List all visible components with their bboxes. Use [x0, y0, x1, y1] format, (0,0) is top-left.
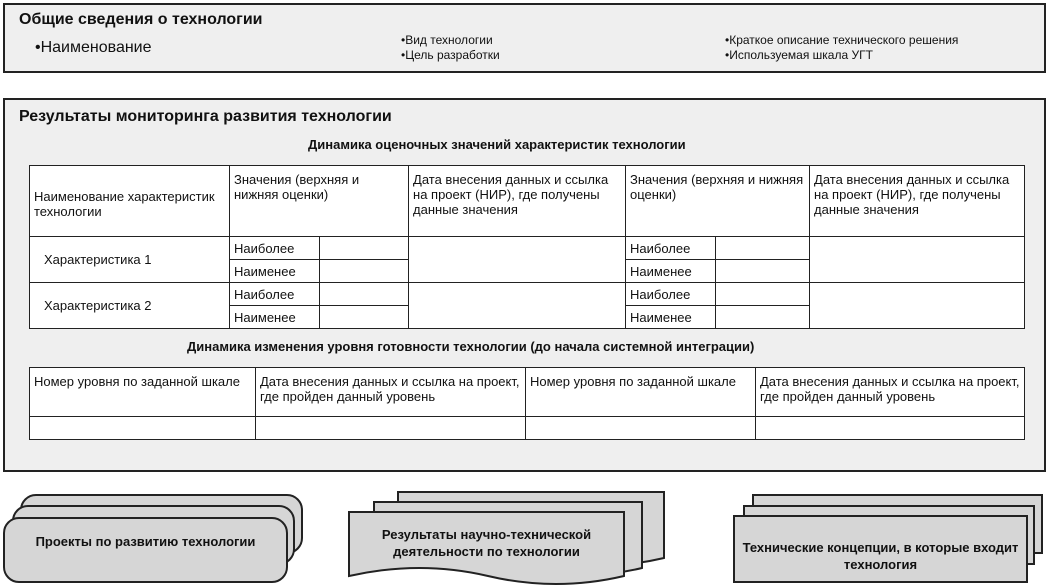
header-level-1: Номер уровня по заданной шкале	[30, 368, 256, 417]
level-cell	[526, 417, 756, 440]
high-label: Наиболее	[626, 283, 716, 306]
value-cell	[320, 283, 409, 306]
header-level-date-1: Дата внесения данных и ссылка на проект, где пройден данный уровень	[256, 368, 526, 417]
table-row	[30, 283, 1025, 306]
bullet-tech-type: •Вид технологии	[401, 33, 493, 47]
projects-card-label: Проекты по развитию технологии	[35, 534, 256, 549]
low-label: Наименее	[626, 260, 716, 283]
value-cell	[320, 306, 409, 329]
value-cell	[716, 260, 810, 283]
projects-card	[3, 517, 288, 583]
high-label: Наиболее	[230, 237, 320, 260]
date-cell	[409, 283, 626, 329]
monitoring-results-panel	[3, 98, 1046, 472]
header-level-2: Номер уровня по заданной шкале	[526, 368, 756, 417]
date-cell	[810, 237, 1025, 283]
high-label: Наиболее	[230, 283, 320, 306]
bullet-name: •Наименование	[35, 39, 152, 56]
bullet-short-description: •Краткое описание технического решения	[725, 33, 959, 47]
header-level-date-2: Дата внесения данных и ссылка на проект, где пройден данный уровень	[756, 368, 1025, 417]
value-cell	[320, 237, 409, 260]
value-cell	[320, 260, 409, 283]
characteristic-2-label: Характеристика 2	[30, 283, 230, 329]
header-date-1: Дата внесения данных и ссылка на проект (НИР), где получены данные значения	[409, 166, 626, 237]
dynamics-title: Динамика оценочных значений характеристик технологии	[308, 137, 686, 152]
table-row	[30, 237, 1025, 260]
low-label: Наименее	[230, 306, 320, 329]
concepts-card	[733, 515, 1028, 583]
bullet-trl-scale: •Используемая шкала УГТ	[725, 48, 873, 62]
high-label: Наиболее	[626, 237, 716, 260]
value-cell	[716, 306, 810, 329]
readiness-title: Динамика изменения уровня готовности технологии (до начала системной интеграции)	[187, 339, 755, 354]
date-cell	[810, 283, 1025, 329]
level-cell	[30, 417, 256, 440]
characteristic-1-label: Характеристика 1	[30, 237, 230, 283]
header-characteristic-name: Наименование характеристик технологии	[30, 166, 230, 237]
readiness-table	[29, 367, 1025, 440]
bullet-dev-goal: •Цель разработки	[401, 48, 500, 62]
value-cell	[716, 283, 810, 306]
results-card-label: Результаты научно-технической деятельности по технологии	[381, 527, 592, 559]
header-date-2: Дата внесения данных и ссылка на проект (НИР), где получены данные значения	[810, 166, 1025, 237]
general-info-panel	[3, 3, 1046, 73]
low-label: Наименее	[626, 306, 716, 329]
monitoring-results-title: Результаты мониторинга развития технологии	[19, 108, 392, 125]
level-date-cell	[756, 417, 1025, 440]
level-date-cell	[256, 417, 526, 440]
header-values-2: Значения (верхняя и нижняя оценки)	[626, 166, 810, 237]
characteristics-table	[29, 165, 1025, 329]
header-values-1: Значения (верхняя и нижняя оценки)	[230, 166, 409, 237]
low-label: Наименее	[230, 260, 320, 283]
value-cell	[716, 237, 810, 260]
general-info-title: Общие сведения о технологии	[19, 11, 263, 28]
table-header-row	[30, 368, 1025, 417]
table-header-row	[30, 166, 1025, 237]
date-cell	[409, 237, 626, 283]
table-row	[30, 417, 1025, 440]
concepts-card-label: Технические концепции, в которые входит технология	[742, 540, 1019, 572]
